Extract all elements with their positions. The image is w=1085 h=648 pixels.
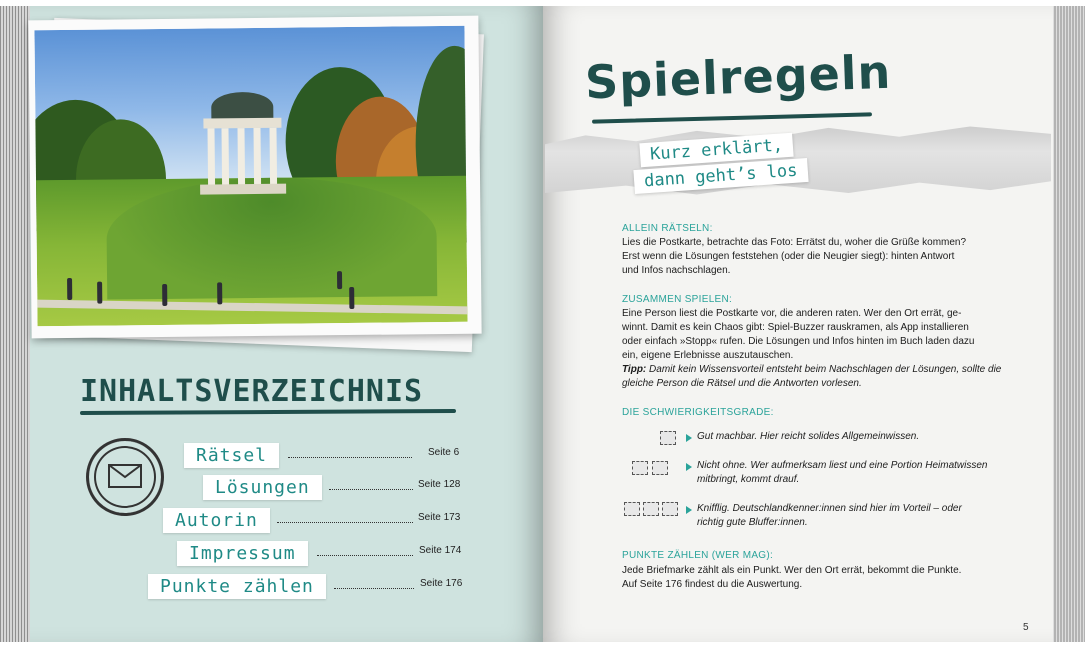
toc-leader-dots — [288, 457, 412, 458]
difficulty-level-2-text: mitbringt, kommt drauf. — [697, 474, 800, 485]
book-page-edges-right — [1050, 6, 1085, 642]
slogan-line-2: dann geht’s los — [633, 158, 808, 194]
stamp-icon — [660, 431, 676, 445]
body-text-line: Erst wenn die Lösungen feststehen (oder die Neugier siegt): hinten Antwort — [622, 251, 955, 262]
body-text-line: Lies die Postkarte, betrachte das Foto: Errätst du, woher die Grüße kommen? — [622, 237, 967, 248]
difficulty-level-3-text: richtig gute Bluffer:innen. — [697, 517, 808, 528]
toc-item-label: Punkte zählen — [148, 574, 326, 599]
page-number: 5 — [1023, 622, 1029, 633]
body-text-line: ein, eigene Erlebnisse auszutauschen. — [622, 350, 794, 361]
toc-item-page: Seite 176 — [420, 578, 463, 589]
section-heading-allein: ALLEIN RÄTSELN: — [622, 223, 713, 234]
stamp-icon — [643, 502, 659, 516]
body-text-line: oder einfach »Stopp« rufen. Die Lösungen und Infos hinten im Buch laden dazu — [622, 336, 975, 347]
toc-item-label: Autorin — [163, 508, 270, 533]
difficulty-level-2-text: Nicht ohne. Wer aufmerksam liest und eine Portion Heimatwissen — [697, 460, 988, 471]
section-heading-punkte: PUNKTE ZÄHLEN (WER MAG): — [622, 550, 774, 561]
toc-item-label: Rätsel — [184, 443, 279, 468]
postmark-envelope-icon — [86, 438, 164, 516]
body-text-line: Jede Briefmarke zählt als ein Punkt. Wer den Ort errät, bekommt die Punkte. — [622, 565, 962, 576]
tip-label: Tipp: — [622, 364, 647, 375]
stamp-icon — [632, 461, 648, 475]
toc-item[interactable] — [203, 475, 463, 501]
toc-title: INHALTSVERZEICHNIS — [80, 374, 424, 409]
triangle-bullet-icon — [686, 434, 692, 442]
body-text-line: Auf Seite 176 findest du die Auswertung. — [622, 579, 803, 590]
toc-leader-dots — [317, 555, 413, 556]
tip-line — [622, 364, 1001, 375]
toc-item[interactable] — [177, 541, 467, 567]
toc-item-label: Lösungen — [203, 475, 322, 500]
toc-item[interactable] — [148, 574, 468, 600]
difficulty-level-3-text: Knifflig. Deutschlandkenner:innen sind hier im Vorteil – oder — [697, 503, 962, 514]
park-photo-image — [34, 26, 467, 326]
body-text-line: Eine Person liest die Postkarte vor, die anderen raten. Wer den Ort errät, ge- — [622, 308, 962, 319]
stamp-icon — [624, 502, 640, 516]
rules-title: Spielregeln — [584, 44, 893, 110]
body-text-line: winnt. Damit es kein Chaos gibt: Spiel-Buzzer rauskramen, als App installieren — [622, 322, 969, 333]
toc-leader-dots — [277, 522, 413, 523]
park-photo — [28, 16, 481, 339]
slogan-line-1: Kurz erklärt, — [639, 133, 793, 168]
section-heading-difficulty: DIE SCHWIERIGKEITSGRADE: — [622, 407, 774, 418]
toc-leader-dots — [329, 489, 413, 490]
stamp-icon — [652, 461, 668, 475]
toc-item-page: Seite 6 — [428, 447, 460, 458]
section-heading-zusammen: ZUSAMMEN SPIELEN: — [622, 294, 733, 305]
stamp-icon — [662, 502, 678, 516]
body-text-line: und Infos nachschlagen. — [622, 265, 731, 276]
monopteros-temple — [199, 86, 286, 197]
triangle-bullet-icon — [686, 463, 692, 471]
toc-item[interactable] — [163, 508, 463, 534]
toc-item-page: Seite 174 — [419, 545, 462, 556]
tip-line: gleiche Person die Rätsel und die Antworten vorlesen. — [622, 378, 862, 389]
toc-leader-dots — [334, 588, 414, 589]
toc-item-page: Seite 173 — [418, 512, 461, 523]
triangle-bullet-icon — [686, 506, 692, 514]
difficulty-level-1-text: Gut machbar. Hier reicht solides Allgemeinwissen. — [697, 431, 920, 442]
tip-text: Damit kein Wissensvorteil entsteht beim Nachschlagen der Lösungen, sollte die — [649, 364, 1002, 375]
toc-item[interactable] — [184, 443, 464, 469]
toc-item-label: Impressum — [177, 541, 308, 566]
toc-item-page: Seite 128 — [418, 479, 461, 490]
